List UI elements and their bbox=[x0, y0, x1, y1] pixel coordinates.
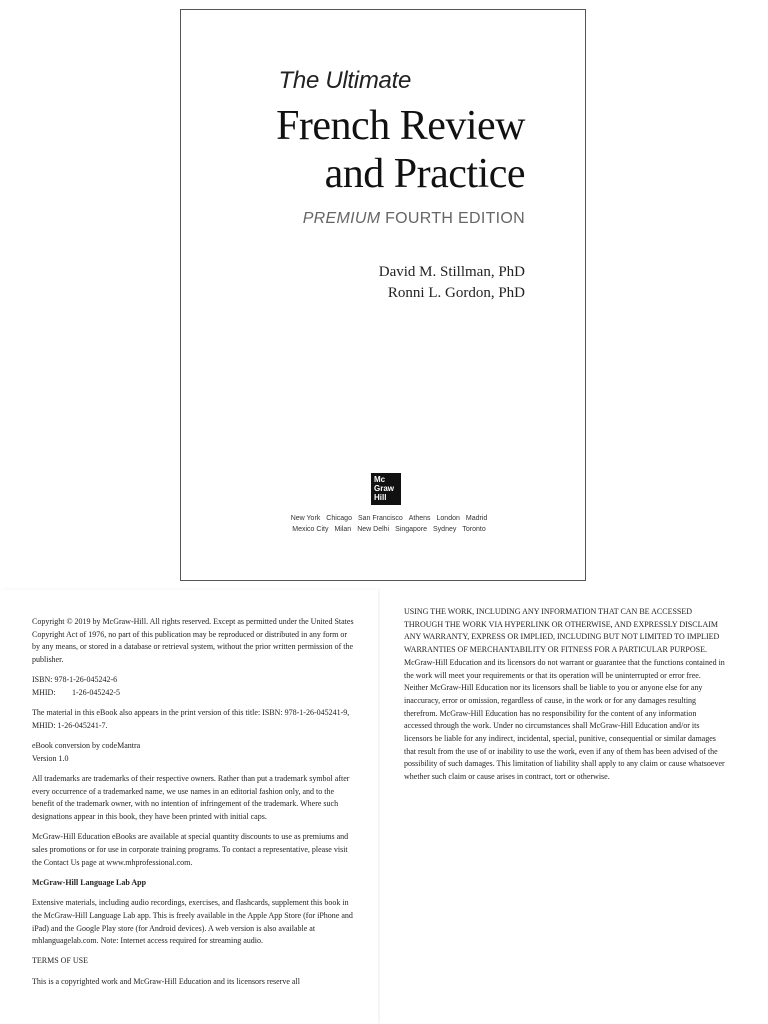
mcgraw-hill-logo bbox=[371, 473, 401, 505]
city: Madrid bbox=[465, 515, 488, 522]
city: Athens bbox=[408, 515, 431, 522]
city: Sydney bbox=[433, 526, 457, 533]
author-1: David M. Stillman, PhD bbox=[378, 264, 525, 280]
isbn-line bbox=[32, 674, 354, 687]
copyright-text-right bbox=[404, 606, 726, 791]
cities-row-2 bbox=[193, 524, 585, 535]
city: Milan bbox=[334, 526, 352, 533]
trademarks-note: All trademarks are trademarks of their respective owners. Rather than put a trademark symbol after every occurrence of a trademarked name, we use names in an editorial fashion only, and to the benefit of the trademark owner, with no intention of infringement of the trademark. Where such designations appear in this book, they have been printed with initial caps. bbox=[32, 774, 350, 822]
logo-line-1: Mc bbox=[374, 475, 386, 484]
conversion-block bbox=[32, 740, 354, 765]
terms-heading: TERMS OF USE bbox=[32, 956, 89, 966]
copyright-notice: Copyright © 2019 by McGraw-Hill. All rights reserved. Except as permitted under the United States Copyright Act of 1976, no part of this publication may be reproduced or distributed in any form or by any means, or stored in a database or retrieval system, without the prior written permission of the publisher. bbox=[32, 617, 354, 665]
language-lab-heading: McGraw-Hill Language Lab App bbox=[32, 877, 147, 887]
city: Chicago bbox=[326, 515, 352, 522]
city: New Delhi bbox=[357, 526, 390, 533]
book-title-line-1: French Review bbox=[276, 103, 525, 149]
disclaimer-text: USING THE WORK, INCLUDING ANY INFORMATION THAT CAN BE ACCESSED THROUGH THE WORK VIA HYPERLINK OR OTHERWISE, AND EXPRESSLY DISCLAIM ANY WARRANTY, EXPRESS OR IMPLIED, INCLUDING BUT NOT LIMITED TO IMPLIED WARRANTIES OF MERCHANTABILITY OR FITNESS FOR A PARTICULAR PURPOSE. McGraw-Hill Education and its licensors do not warrant or guarantee that the functions contained in the work will meet your requirements or that its operation will be uninterrupted or error free. Neither McGraw-Hill Education nor its licensors shall be liable to you or anyone else for any inaccuracy, error or omission, regardless of cause, in the work or for any damages resulting therefrom. McGraw-Hill Education has no responsibility for the content of any information accessed through the work. Under no circumstances shall McGraw-Hill Education and/or its licensors be liable for any indirect, incidental, special, punitive, consequential or similar damages that result from the use of or inability to use the work, even if any of them has been advised of the possibility of such damages. This limitation of liability shall apply to any claim or cause whatsoever whether such claim or cause arises in contract, tort or otherwise. bbox=[404, 607, 725, 782]
print-version-note: The material in this eBook also appears in the print version of this title: ISBN: 978-1-26-045241-9, MHID: 1-26-045241-7. bbox=[32, 708, 350, 730]
edition-number: FOURTH EDITION bbox=[385, 210, 525, 227]
isbn-value: 978-1-26-045242-6 bbox=[54, 675, 118, 685]
publisher-cities bbox=[181, 513, 585, 535]
book-title bbox=[276, 102, 525, 198]
mhid-value: 1-26-045242-5 bbox=[72, 688, 120, 698]
terms-text: This is a copyrighted work and McGraw-Hill Education and its licensors reserve all bbox=[32, 976, 300, 986]
city: San Francisco bbox=[357, 515, 403, 522]
title-page bbox=[180, 9, 586, 581]
author-2: Ronni L. Gordon, PhD bbox=[387, 285, 525, 301]
isbn-label: ISBN: bbox=[32, 675, 53, 685]
copyright-page-right bbox=[380, 590, 768, 1024]
edition-premium: PREMIUM bbox=[302, 210, 381, 227]
mhid-line bbox=[32, 687, 354, 700]
mhid-label: MHID: bbox=[32, 688, 56, 698]
language-lab-text: Extensive materials, including audio recordings, exercises, and flashcards, supplement this book in the McGraw-Hill Language Lab app. This is freely available in the Apple App Store (for iPhone and iPad) and the Google Play store (for Android devices). A web version is also available at mhlanguagelab.com. Note: Internet access required for streaming audio. bbox=[32, 898, 353, 946]
city: Toronto bbox=[462, 526, 486, 533]
city: New York bbox=[290, 515, 321, 522]
cities-row-1 bbox=[193, 513, 585, 524]
city: Mexico City bbox=[292, 526, 329, 533]
city: London bbox=[436, 515, 460, 522]
logo-line-3: Hill bbox=[374, 493, 387, 502]
book-authors bbox=[379, 262, 525, 304]
copyright-text-left bbox=[32, 616, 354, 988]
book-pretitle: The Ultimate bbox=[278, 67, 411, 94]
logo-line-2: Graw bbox=[374, 484, 395, 493]
book-edition bbox=[303, 210, 525, 228]
conversion-credit: eBook conversion by codeMantra bbox=[32, 741, 141, 751]
version-label: Version 1.0 bbox=[32, 753, 69, 763]
book-title-line-2: and Practice bbox=[324, 151, 525, 197]
city: Singapore bbox=[395, 526, 428, 533]
copyright-page-left bbox=[0, 590, 378, 1024]
discounts-note: McGraw-Hill Education eBooks are available at special quantity discounts to use as premiums and sales promotions or for use in corporate training programs. To contact a representative, please visit the Contact Us page at www.mhprofessional.com. bbox=[32, 832, 349, 867]
isbn-block bbox=[32, 674, 354, 699]
